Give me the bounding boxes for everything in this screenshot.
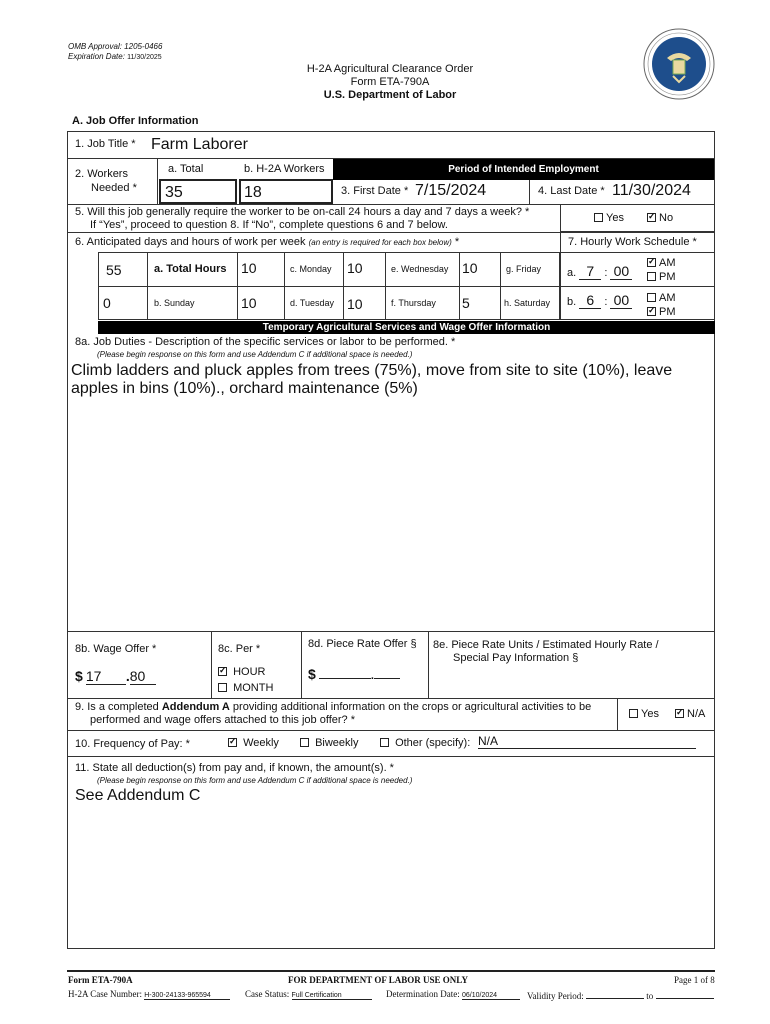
monday-label: c. Monday (290, 264, 332, 274)
deductions-value[interactable]: See Addendum C (75, 787, 201, 804)
yes-checkbox[interactable] (629, 709, 638, 718)
addendum-a-question: 9. Is a completed Addendum A providing additional information on the crops or agricultural activities to be performed and wage offers attached to this job offer? * (75, 701, 592, 726)
yes-checkbox[interactable] (594, 213, 603, 222)
total-hours-field[interactable]: 10 (241, 260, 257, 276)
start-ampm[interactable]: ✓ AM PM (647, 256, 676, 284)
thursday-label: f. Thursday (391, 298, 436, 308)
department-name: U.S. Department of Labor (323, 89, 457, 101)
sunday-hours[interactable]: 10 (241, 295, 257, 311)
determination-date: 06/10/2024 (462, 992, 520, 1000)
job-duties-note: (Please begin response on this form and use Addendum C if additional space is needed.) (97, 350, 413, 359)
case-status: Full Certification (292, 992, 372, 1000)
form-title: H-2A Agricultural Clearance Order (306, 63, 474, 75)
last-date-label: 4. Last Date * (538, 185, 605, 197)
on-call-answer-box (560, 204, 715, 232)
sunday-label: b. Sunday (154, 298, 195, 308)
biweekly-option[interactable]: Biweekly (300, 737, 358, 749)
omb-number: OMB Approval: 1205-0466 (68, 42, 163, 51)
job-title-label: 1. Job Title * (75, 138, 136, 150)
form-title-block (230, 63, 550, 102)
footer-form-number: Form ETA-790A (68, 975, 133, 985)
wage-offer-label: 8b. Wage Offer * (75, 643, 157, 655)
last-date-value[interactable]: 11/30/2024 (612, 182, 691, 199)
footer-case-fields: H-2A Case Number: H-300-24133-965594 (68, 989, 230, 1000)
other-checkbox[interactable] (380, 738, 389, 747)
per-options[interactable]: ✓ HOUR MONTH (218, 664, 273, 696)
on-call-yes[interactable]: Yes (594, 212, 624, 224)
sunday-extra-value[interactable]: 0 (103, 295, 111, 311)
hours-per-week-label: 6. Anticipated days and hours of work per week (an entry is required for each box below) * (75, 236, 460, 248)
footer-determination: Determination Date: 06/10/2024 (386, 989, 520, 1000)
total-hours-label: a. Total Hours (154, 263, 227, 275)
deductions-label: 11. State all deduction(s) from pay and, if known, the amount(s). * (75, 762, 394, 774)
start-time[interactable]: a. 7 : 00 (567, 263, 632, 280)
other-option[interactable]: Other (specify): (380, 737, 470, 749)
total-hours-value[interactable]: 55 (106, 262, 122, 278)
pm-checkbox[interactable] (647, 272, 656, 281)
wage-offer-value[interactable]: $ 17 .80 (75, 668, 156, 685)
weekly-checkbox[interactable] (228, 738, 237, 747)
job-duties-value[interactable]: Climb ladders and pluck apples from trees (75%), move from site to site (10%), leave apples in bins (10%)., orchard maintenance (5%) (71, 362, 673, 397)
hourly-schedule-label: 7. Hourly Work Schedule * (568, 236, 697, 248)
wednesday-hours[interactable]: 10 (462, 260, 478, 276)
footer-dol-only: FOR DEPARTMENT OF LABOR USE ONLY (288, 975, 468, 985)
am-checkbox[interactable] (647, 258, 656, 267)
wednesday-label: e. Wednesday (391, 264, 449, 274)
end-time[interactable]: b. 6 : 00 (567, 292, 632, 309)
workers-needed-label: 2. Workers Needed * (75, 168, 137, 194)
expiration-date: 11/30/2025 (127, 54, 162, 61)
end-ampm[interactable]: AM ✓PM (647, 291, 676, 319)
section-a-title: A. Job Offer Information (72, 115, 199, 127)
addendum-a-yes[interactable]: Yes (629, 708, 659, 720)
hour-checkbox[interactable] (218, 667, 227, 676)
pay-frequency-label: 10. Frequency of Pay: * (75, 738, 190, 750)
on-call-no[interactable]: ✓ No (647, 212, 673, 224)
workers-h2a-field[interactable]: 18 (239, 179, 333, 204)
piece-rate-units-label: 8e. Piece Rate Units / Estimated Hourly Rate / Special Pay Information § (433, 639, 659, 664)
form-number: Form ETA-790A (350, 76, 430, 88)
saturday-label: h. Saturday (504, 298, 551, 308)
omb-approval (68, 42, 162, 63)
per-label: 8c. Per * (218, 643, 261, 655)
first-date-value[interactable]: 7/15/2024 (415, 182, 487, 199)
other-frequency-value[interactable]: N/A (478, 734, 696, 749)
month-checkbox[interactable] (218, 683, 227, 692)
footer-page-number: Page 1 of 8 (674, 975, 715, 985)
weekly-option[interactable]: ✓ Weekly (228, 737, 279, 749)
workers-total-field[interactable]: 35 (159, 179, 237, 204)
am-checkbox[interactable] (647, 293, 656, 302)
expiration-label: Expiration Date: (68, 52, 125, 61)
addendum-a-na[interactable]: ✓ N/A (675, 708, 705, 720)
pm-checkbox[interactable] (647, 307, 656, 316)
period-header: Period of Intended Employment (333, 159, 714, 180)
thursday-hours[interactable]: 5 (462, 295, 470, 311)
workers-h2a-label: b. H-2A Workers (244, 163, 325, 175)
footer-validity: Validity Period: to (527, 989, 714, 1001)
piece-rate-label: 8d. Piece Rate Offer § (308, 638, 417, 650)
biweekly-checkbox[interactable] (300, 738, 309, 747)
deductions-note: (Please begin response on this form and use Addendum C if additional space is needed.) (97, 776, 413, 785)
na-checkbox[interactable] (675, 709, 684, 718)
piece-rate-value[interactable]: $ . (308, 666, 400, 682)
case-number: H-300-24133-965594 (144, 992, 230, 1000)
footer-status: Case Status: Full Certification (245, 989, 372, 1000)
job-duties-label: 8a. Job Duties - Description of the specific services or labor to be performed. * (75, 336, 456, 348)
job-title-value[interactable]: Farm Laborer (151, 136, 248, 153)
first-date-label: 3. First Date * (341, 185, 409, 197)
on-call-question: 5. Will this job generally require the worker to be on-call 24 hours a day and 7 days a week? * If “Yes”, proceed to question 8. If “No”, complete questions 6 and 7 below. (75, 206, 530, 231)
monday-hours[interactable]: 10 (347, 260, 363, 276)
dol-seal-icon (643, 28, 715, 100)
tuesday-label: d. Tuesday (290, 298, 335, 308)
tuesday-hours[interactable]: 10 (347, 296, 363, 312)
friday-label: g. Friday (506, 264, 542, 274)
temp-services-header: Temporary Agricultural Services and Wage Offer Information (98, 321, 715, 334)
no-checkbox[interactable] (647, 213, 656, 222)
workers-total-label: a. Total (168, 163, 204, 175)
